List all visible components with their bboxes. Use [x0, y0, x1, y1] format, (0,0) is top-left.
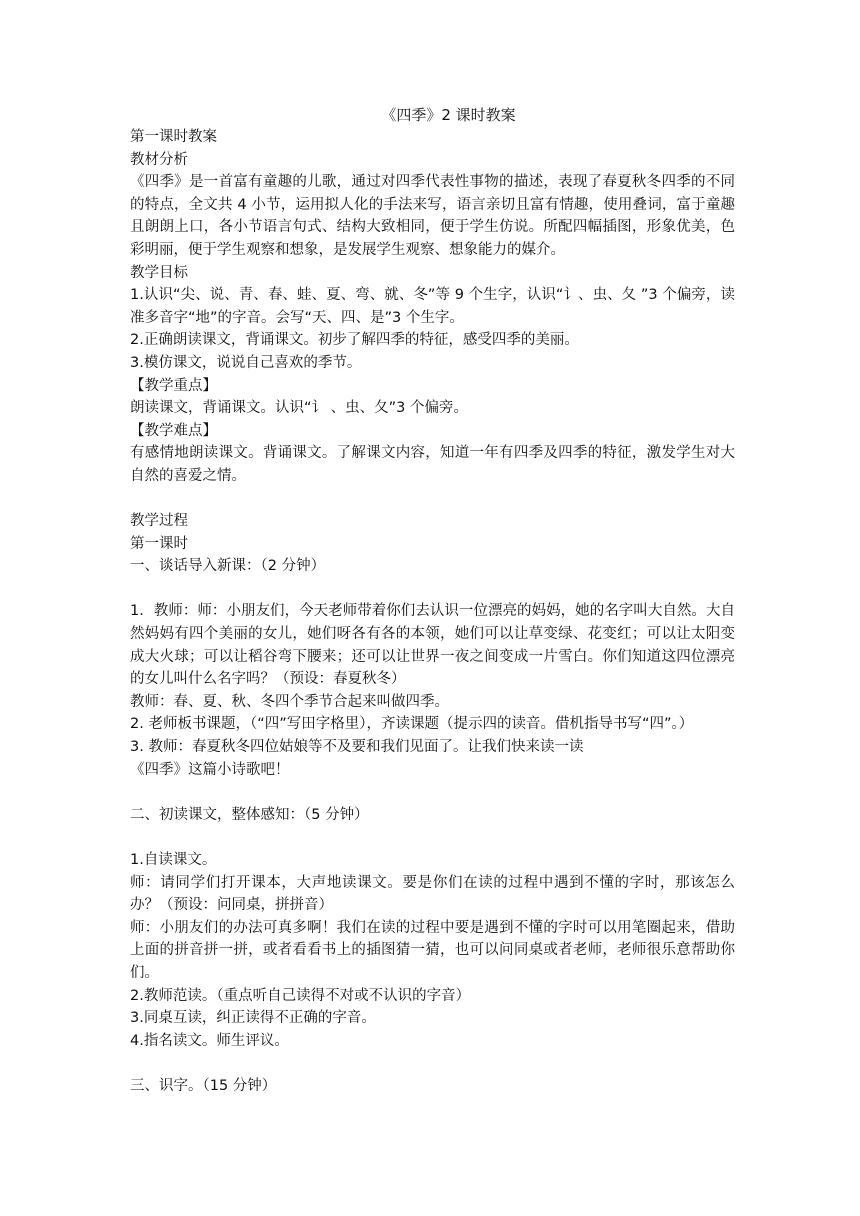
- paragraph-line: 教师：春、夏、秋、冬四个季节合起来叫做四季。: [130, 693, 449, 710]
- paragraph-line: 3. 教师：春夏秋冬四位姑娘等不及要和我们见面了。让我们快来读一读: [130, 739, 584, 756]
- paragraph-line: 第一课时: [130, 535, 188, 552]
- paragraph-line: 第一课时教案: [130, 129, 217, 145]
- paragraph-line: 1.自读课文。: [130, 852, 217, 868]
- paragraph-line: 【教学难点】: [130, 422, 217, 439]
- paragraph-line: 有感情地朗读课文。背诵课文。了解课文内容，知道一年有四季及四季的特征，激发学生对大自然的喜爱之情。: [130, 445, 735, 484]
- paragraph-line: 教材分析: [130, 151, 188, 168]
- document-title: 《四季》2 课时教案: [381, 106, 516, 124]
- paragraph-line: 1.认识“尖、说、青、春、蛙、夏、弯、就、冬”等 9 个生字，认识“讠、虫、夂 ”3 个偏旁，读准多音字“地”的字音。会写“天、四、是”3 个生字。: [130, 287, 735, 326]
- paragraph-line: 朗读课文，背诵课文。认识“讠 、虫、夂”3 个偏旁。: [130, 400, 468, 417]
- document-page: [130, 104, 735, 1098]
- blank-line: [130, 488, 735, 511]
- paragraph-line: 一、谈话导入新课：（2 分钟）: [130, 558, 326, 575]
- paragraph-line: 二、初读课文，整体感知：（5 分钟）: [130, 806, 369, 823]
- paragraph-line: 《四季》是一首富有童趣的儿歌，通过对四季代表性事物的描述，表现了春夏秋冬四季的不同的特点，全文共 4 小节，运用拟人化的手法来写，语言亲切且富有情趣，使用叠词，富于童趣且朗朗上口，各小节语言句式、结构大致相同，便于学生仿说。所配四幅插图，形象优美，色彩明丽，便于学生观察和想象，是发展学生观察、想象能力的媒介。: [130, 174, 735, 258]
- paragraph-line: 《四季》这篇小诗歌吧！: [130, 761, 290, 778]
- paragraph-line: 1．教师：师：小朋友们，今天老师带着你们去认识一位漂亮的妈妈，她的名字叫大自然。大自然妈妈有四个美丽的女儿，她们呀各有各的本领，她们可以让草变绿、花变红；可以让太阳变成大火球；可以让稻谷弯下腰来；还可以让世界一夜之间变成一片雪白。你们知道这四位漂亮的女儿叫什么名字吗？（预设：春夏秋冬）: [130, 603, 735, 688]
- blank-line: [130, 1052, 735, 1075]
- paragraph-line: 2.教师范读。（重点听自己读得不对或不认识的字音）: [130, 987, 471, 1004]
- blank-line: [130, 826, 735, 849]
- document-body: [130, 126, 735, 1098]
- paragraph-line: 4.指名读文。师生评议。: [130, 1032, 289, 1049]
- paragraph-line: 3.同桌互读，纠正读得不正确的字音。: [130, 1010, 376, 1027]
- paragraph-line: 教学目标: [130, 264, 188, 281]
- paragraph-line: 师：请同学们打开课本，大声地读课文。要是你们在读的过程中遇到不懂的字时，那该怎么办？（预设：问同桌，拼拼音）: [130, 874, 735, 914]
- paragraph-line: 2. 老师板书课题，（“四”写田字格里），齐读课题（提示四的读音。借机指导书写“四”。）: [130, 716, 694, 733]
- paragraph-line: 三、识字。（15 分钟）: [130, 1077, 277, 1094]
- blank-line: [130, 578, 735, 601]
- paragraph-line: 【教学重点】: [130, 377, 217, 394]
- blank-line: [130, 781, 735, 804]
- paragraph-line: 3.模仿课文，说说自己喜欢的季节。: [130, 354, 362, 371]
- paragraph-line: 2.正确朗读课文，背诵课文。初步了解四季的特征，感受四季的美丽。: [130, 332, 579, 349]
- paragraph-line: 师：小朋友们的办法可真多啊！我们在读的过程中要是遇到不懂的字时可以用笔圈起来，借助上面的拼音拼一拼，或者看看书上的插图猜一猜，也可以问同桌或者老师，老师很乐意帮助你们。: [130, 919, 735, 981]
- paragraph-line: 教学过程: [130, 513, 188, 530]
